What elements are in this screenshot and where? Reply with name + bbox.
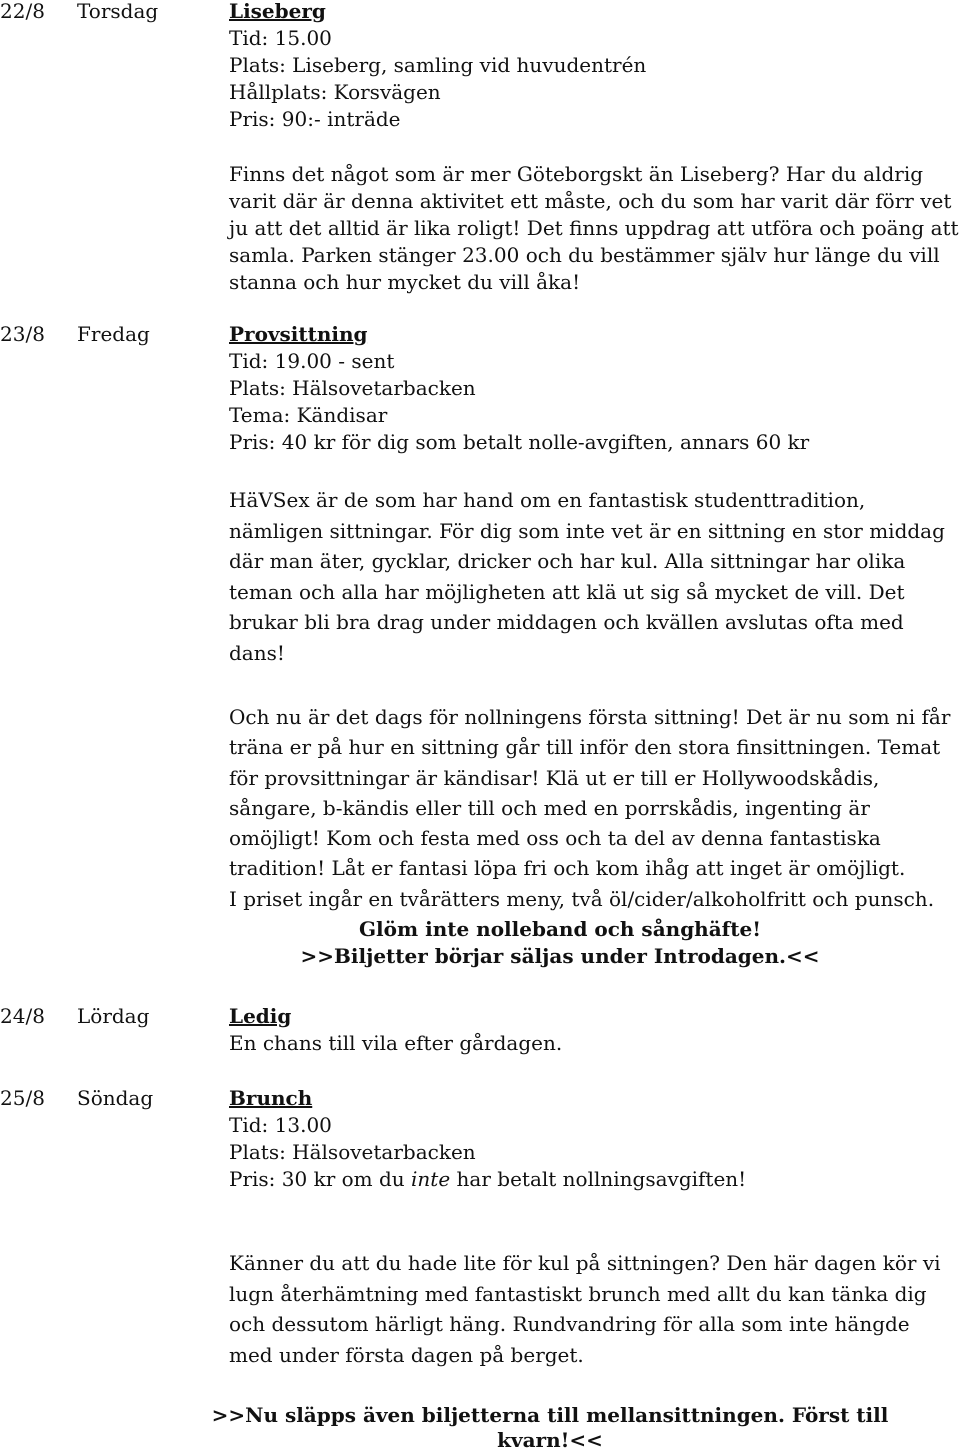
- event-theme: Tema: Kändisar: [229, 403, 388, 427]
- event-date: 25/8: [0, 1086, 45, 1110]
- description-line: dans!: [229, 640, 285, 665]
- description-line: nämligen sittningar. För dig som inte vet är en sittning en stor middag: [229, 518, 945, 543]
- event-day: Lördag: [77, 1004, 150, 1028]
- description-line: och dessutom härligt häng. Rundvandring för alla som inte hängde: [229, 1312, 910, 1336]
- description-line: träna er på hur en sittning går till inför den stora finsittningen. Temat: [229, 735, 941, 760]
- description-line: brukar bli bra drag under middagen och kvällen avslutas ofta med: [229, 610, 904, 634]
- event-location: Plats: Hälsovetarbacken: [229, 1140, 476, 1164]
- description-line: ju att det alltid är lika roligt! Det finns uppdrag att utföra och poäng att: [229, 216, 959, 240]
- description-line: lugn återhämtning med fantastiskt brunch med allt du kan tänka dig: [229, 1281, 927, 1306]
- event-date: 22/8: [0, 0, 45, 23]
- event-description-2: [229, 702, 957, 914]
- event-date: 23/8: [0, 322, 45, 346]
- event-day: Söndag: [77, 1086, 154, 1110]
- event-day: Torsdag: [77, 0, 159, 23]
- description-line: varit där är denna aktivitet ett måste, och du som har varit där förr vet: [229, 189, 952, 213]
- event-description: [229, 485, 957, 668]
- description-line: för provsittningar är kändisar! Klä ut er till er Hollywoodskådis,: [229, 765, 880, 790]
- event-stop: Hållplats: Korsvägen: [229, 80, 441, 104]
- description-line: sångare, b-kändis eller till och med en porrskådis, ingenting är: [229, 795, 870, 820]
- event-description: [229, 1248, 957, 1370]
- description-line: Finns det något som är mer Göteborgskt än Liseberg? Har du aldrig: [229, 162, 924, 186]
- description-line: där man äter, gycklar, dricker och har kul. Alla sittningar har olika: [229, 549, 906, 573]
- event-date: 24/8: [0, 1004, 45, 1028]
- notice-tickets: >>Nu släpps även biljetterna till mellansittningen. Först till: [211, 1403, 889, 1427]
- price-suffix: har betalt nollningsavgiften!: [450, 1167, 747, 1191]
- description-line: Känner du att du hade lite för kul på sittningen? Den här dagen kör vi: [229, 1251, 941, 1275]
- description-line: HäVSex är de som har hand om en fantastisk studenttradition,: [229, 488, 866, 512]
- description-line: I priset ingår en tvårätters meny, två öl/cider/alkoholfritt och punsch.: [229, 886, 935, 911]
- event-time: Tid: 15.00: [229, 26, 332, 50]
- event-description: [229, 161, 957, 296]
- event-price: [229, 1166, 746, 1193]
- event-price: Pris: 40 kr för dig som betalt nolle-avgiften, annars 60 kr: [229, 430, 810, 454]
- description-line: teman och alla har möjligheten att klä ut sig så mycket de vill. Det: [229, 579, 905, 604]
- description-line: med under första dagen på berget.: [229, 1342, 584, 1367]
- event-time: Tid: 13.00: [229, 1113, 332, 1137]
- price-prefix: Pris: 30 kr om du: [229, 1167, 412, 1191]
- description-line: samla. Parken stänger 23.00 och du bestämmer själv hur länge du vill: [229, 243, 940, 267]
- event-location: Plats: Hälsovetarbacken: [229, 376, 476, 400]
- description-line: tradition! Låt er fantasi löpa fri och kom ihåg att inget är omöjligt.: [229, 856, 906, 881]
- price-emphasis: inte: [411, 1167, 451, 1191]
- event-time: Tid: 19.00 - sent: [229, 349, 395, 373]
- description-line: Och nu är det dags för nollningens första sittning! Det är nu som ni får: [229, 705, 951, 729]
- event-title: Brunch: [229, 1086, 313, 1110]
- event-note: En chans till vila efter gårdagen.: [229, 1031, 563, 1055]
- event-title: Provsittning: [229, 322, 368, 346]
- event-title: Liseberg: [229, 0, 326, 23]
- notice-tickets: >>Biljetter börjar säljas under Introdagen.<<: [300, 944, 820, 968]
- notice-reminder: Glöm inte nolleband och sånghäfte!: [358, 917, 762, 941]
- event-title: Ledig: [229, 1004, 292, 1028]
- event-location: Plats: Liseberg, samling vid huvudentrén: [229, 53, 647, 77]
- description-line: omöjligt! Kom och festa med oss och ta del av denna fantastiska: [229, 826, 881, 851]
- event-price: Pris: 90:- inträde: [229, 107, 401, 131]
- description-line: stanna och hur mycket du vill åka!: [229, 270, 581, 294]
- event-day: Fredag: [77, 322, 150, 346]
- notice-tickets-cont: kvarn!<<: [497, 1428, 603, 1452]
